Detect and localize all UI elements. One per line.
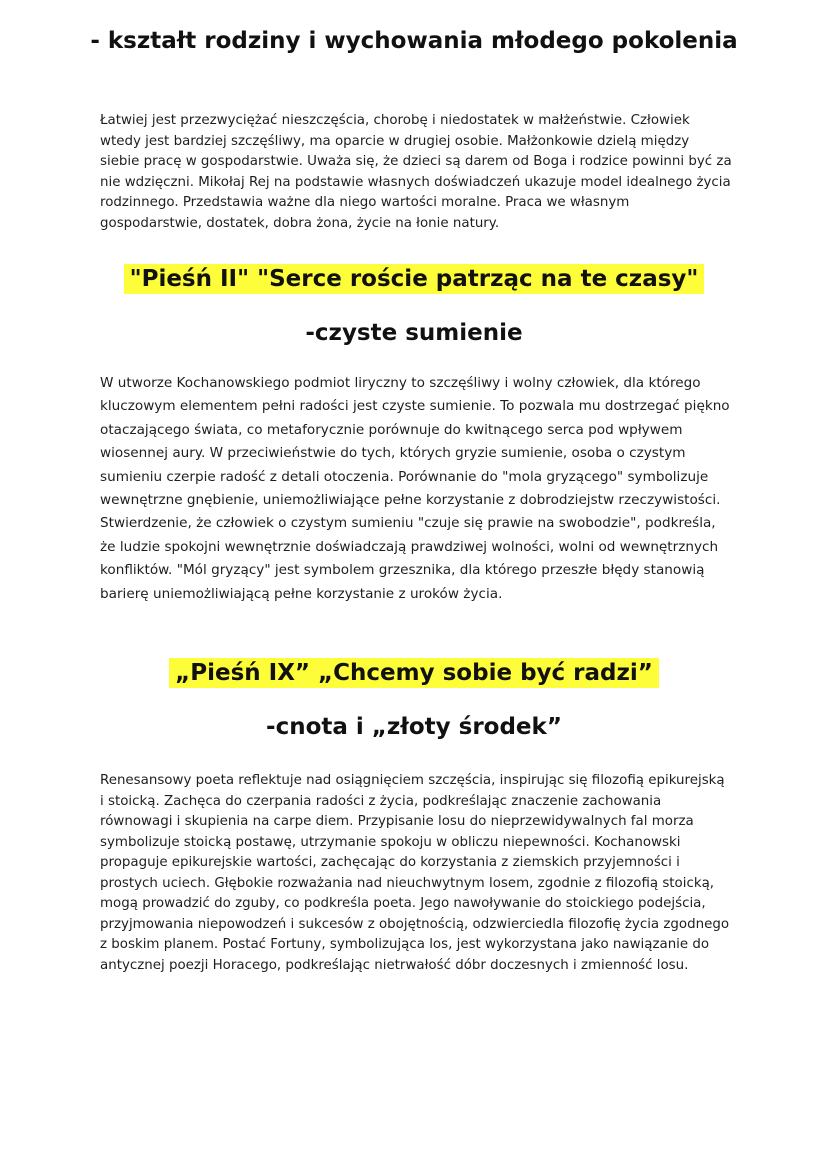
section2-paragraph: W utworze Kochanowskiego podmiot liryczny to szczęśliwy i wolny człowiek, dla którego kluczowym elementem pełni radości jest czyste sumienie. To pozwala mu dostrzegać piękno otaczającego świata, co metaforycznie porównuje do kwitnącego serca pod wpływem wiosennej aury. W przeciwieństwie do tych, których gryzie sumienie, osoba o czystym sumieniu czerpie radość z detali otoczenia. Porównanie do "mola gryzącego" symbolizuje wewnętrzne gnębienie, uniemożliwiające pełne korzystanie z dobrodziejstw rzeczywistości. Stwierdzenie, że człowiek o czystym sumieniu "czuje się prawie na swobodzie", podkreśla, że ludzie spokojni wewnętrznie doświadczają prawdziwej wolności, wolni od wewnętrznych konfliktów. "Mól gryzący" jest symbolem grzesznika, dla którego przeszłe błędy stanowią barierę uniemożliwiającą pełne korzystanie z uroków życia. [100, 375, 730, 602]
section1-paragraph: Łatwiej jest przezwyciężać nieszczęścia, chorobę i niedostatek w małżeństwie. Człowiek wtedy jest bardziej szczęśliwy, ma oparcie w drugiej osobie. Małżonkowie dzielą między siebie pracę w gospodarstwie. Uważa się, że dzieci są darem od Boga i rodzice powinni być za nie wdzięczni. Mikołaj Rej na podstawie własnych doświadczeń ukazuje model idealnego życia rodzinnego. Przedstawia ważne dla niego wartości moralne. Praca we własnym gospodarstwie, dostatek, dobra żona, życie na łonie natury. [100, 113, 732, 231]
section3-subtitle: -cnota i „złoty środek” [266, 714, 562, 740]
section3-paragraph: Renesansowy poeta reflektuje nad osiągnięciem szczęścia, inspirując się filozofią epikurejską i stoicką. Zachęca do czerpania radości z życia, podkreślając znaczenie zachowania równowagi i skupienia na carpe diem. Przypisanie losu do nieprzewidywalnych fal morza symbolizuje stoicką postawę, utrzymanie spokoju w obliczu niepewności. Kochanowski propaguje epikurejskie wartości, zachęcając do korzystania z ziemskich przyjemności i prostych uciech. Głębokie rozważania nad nieuchwytnym losem, zgodnie z filozofią stoicką, mogą prowadzić do zguby, co podkreśla poeta. Jego nawoływanie do stoickiego podejścia, przyjmowania niepowodzeń i sukcesów z obojętnością, odzwierciedla filozofię życia zgodnego z boskim planem. Postać Fortuny, symbolizująca los, jest wykorzystana jako nawiązanie do antycznej poezji Horacego, podkreślając nietrwałość dóbr doczesnych i zmienność losu. [100, 773, 730, 973]
section2-title [0, 266, 828, 292]
section3-title [0, 660, 828, 686]
section1-heading: - kształt rodziny i wychowania młodego pokolenia [90, 28, 738, 54]
section2-title-highlight: "Pieśń II" "Serce roście patrząc na te czasy" [124, 264, 705, 294]
section2-subtitle: -czyste sumienie [305, 320, 523, 346]
section3-title-highlight: „Pieśń IX” „Chcemy sobie być radzi” [169, 658, 659, 688]
